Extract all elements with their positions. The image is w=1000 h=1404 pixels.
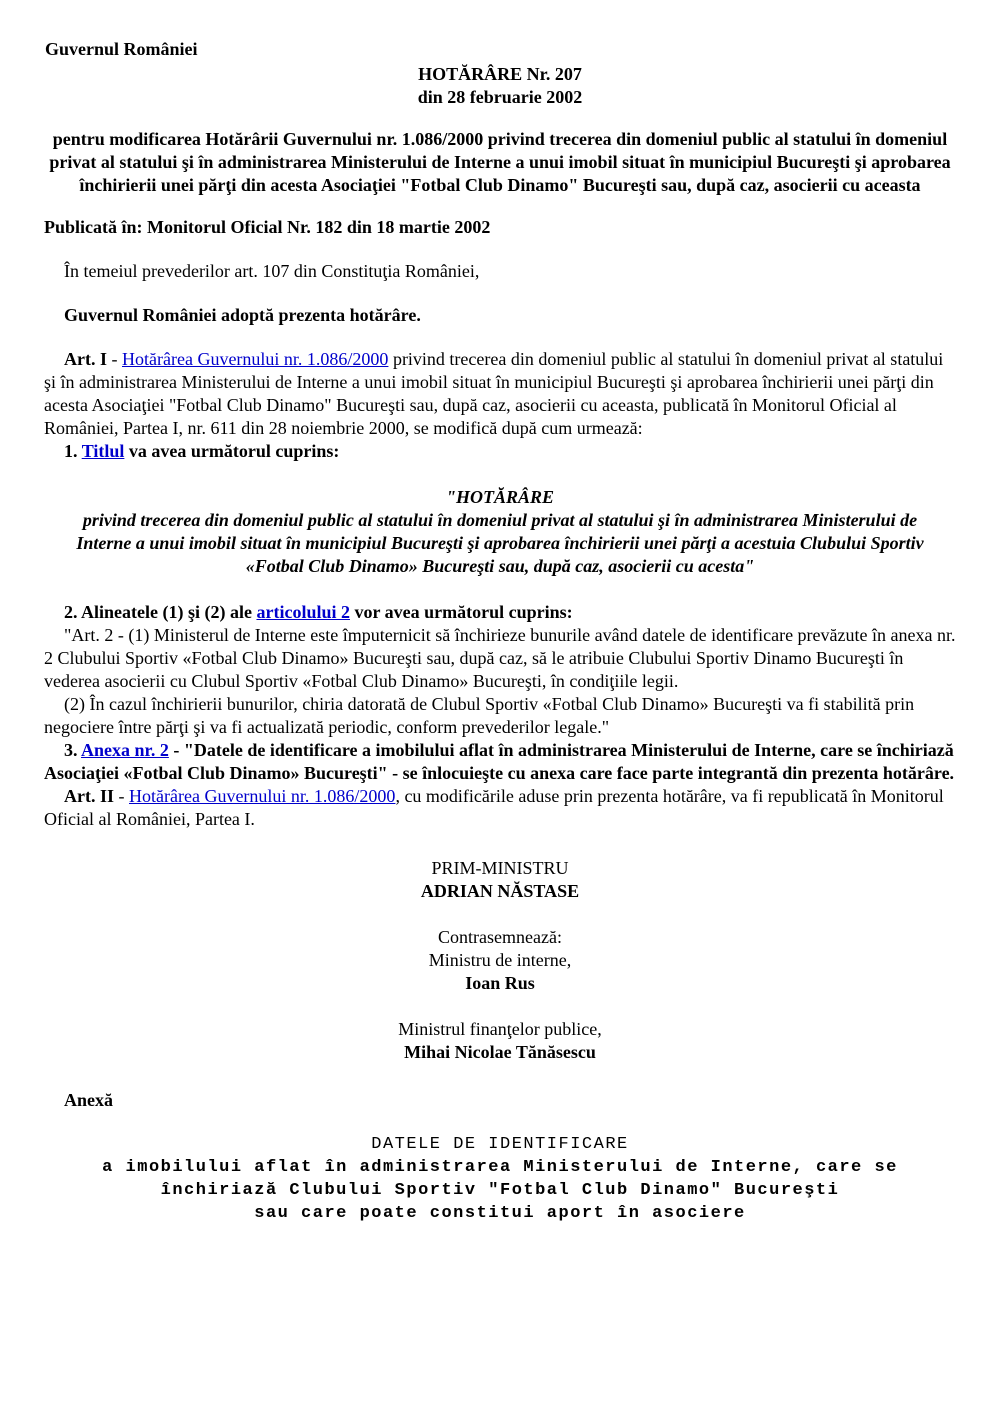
annex-heading-line-3: închiriază Clubului Sportiv "Fotbal Club Dinamo" Bucureşti	[160, 1181, 840, 1200]
annex-heading-line-2: a imobilului aflat în administrarea Ministerului de Interne, care se	[102, 1158, 898, 1177]
legal-basis: În temeiul prevederilor art. 107 din Constituţia României,	[64, 261, 480, 281]
quoted-body: privind trecerea din domeniul public al statului în domeniul privat al statului şi în administrarea Ministerului de Interne a unui imobil situat în municipiul Bucureşti şi aprobarea închirierii unei părţi a acestuia Clubului Sportiv «Fotbal Club Dinamo» Bucureşti sau, după caz, asocierii cu acesta"	[76, 510, 924, 576]
interior-minister-name: Ioan Rus	[465, 973, 535, 993]
publication-note: Publicată în: Monitorul Oficial Nr. 182 din 18 martie 2002	[44, 217, 491, 237]
article-1-separator: -	[107, 349, 122, 369]
annex-label: Anexă	[64, 1090, 113, 1110]
hg-1086-link[interactable]: Hotărârea Guvernului nr. 1.086/2000	[122, 349, 389, 369]
article-1-label: Art. I	[64, 349, 107, 369]
finance-minister-role: Ministrul finanţelor publice,	[398, 1019, 602, 1039]
title-link[interactable]: Titlul	[81, 441, 125, 461]
point-3-text: - "Datele de identificare a imobilului aflat în administrarea Ministerului de Interne, care se închiriază Asociaţiei «Fotbal Club Dinamo» Bucureşti" - se înlocuieşte cu anexa care face parte integrantă din prezenta hotărâre.	[44, 740, 955, 783]
decision-date: din 28 februarie 2002	[417, 87, 583, 107]
point-2	[44, 601, 956, 624]
interior-minister-role: Ministru de interne,	[428, 950, 572, 970]
article-2-text: , cu modificările aduse prin prezenta hotărâre, va fi republicată în Monitorul Oficial al României, Partea I.	[44, 786, 944, 829]
decision-title: HOTĂRÂRE Nr. 207	[418, 64, 582, 84]
finance-minister-name: Mihai Nicolae Tănăsescu	[404, 1042, 596, 1062]
point-2-paragraph-1: "Art. 2 - (1) Ministerul de Interne este împuternicit să închirieze bunurile având datele de identificare prevăzute în anexa nr. 2 Clubului Sportiv «Fotbal Club Dinamo» Bucureşti sau, după caz, să le atribuie Clubului Sportiv Dinamo Bucureşti în vederea asocierii cu Clubul Sportiv «Fotbal Club Dinamo» Bucureşti, în condiţiile legii.	[44, 625, 956, 691]
adoption-statement: Guvernul României adoptă prezenta hotărâre.	[64, 305, 421, 325]
decision-subject: pentru modificarea Hotărârii Guvernului nr. 1.086/2000 privind trecerea din domeniul public al statului în domeniul privat al statului şi în administrarea Ministerului de Interne a unui imobil situat în municipiul Bucureşti şi aprobarea închirierii unei părţi din acesta Asociaţiei "Fotbal Club Dinamo" Bucureşti sau, după caz, asocierii cu aceasta	[49, 129, 951, 195]
annex-heading-line-4: sau care poate constitui aport în asociere	[254, 1204, 746, 1223]
issuer: Guvernul României	[45, 39, 198, 59]
annex-heading	[44, 1133, 956, 1225]
point-2-paragraph-2: (2) În cazul închirierii bunurilor, chiria datorată de Clubul Sportiv «Fotbal Club Dinamo» Bucureşti va fi stabilită prin negociere între părţi şi va fi actualizată periodic, conform prevederilor legale."	[44, 694, 915, 737]
article-2-link[interactable]: articolului 2	[256, 602, 350, 622]
article-1	[44, 348, 956, 440]
point-2-suffix: vor avea următorul cuprins:	[349, 602, 573, 622]
countersign-label: Contrasemnează:	[438, 927, 562, 947]
prime-minister-name: ADRIAN NĂSTASE	[420, 881, 580, 901]
point-1-number: 1.	[64, 441, 82, 461]
annex-heading-line-1: DATELE DE IDENTIFICARE	[371, 1135, 629, 1154]
article-2	[44, 785, 956, 831]
article-1-text: privind trecerea din domeniul public al statului în domeniul privat al statului şi în administrarea Ministerului de Interne a unui imobil situat în municipiul Bucureşti şi aprobarea închirierii unei părţi din acesta Asociaţiei "Fotbal Club Dinamo" Bucureşti sau, după caz, asocierii cu aceasta, publicată în Monitorul Oficial al României, Partea I, nr. 611 din 28 noiembrie 2000, se modifică după cum urmează:	[44, 349, 944, 438]
article-2-label: Art. II	[64, 786, 114, 806]
quoted-title: "HOTĂRÂRE	[445, 487, 555, 507]
point-1	[44, 440, 956, 463]
annex-2-link[interactable]: Anexa nr. 2	[81, 740, 169, 760]
point-2-prefix: 2. Alineatele (1) şi (2) ale	[64, 602, 257, 622]
point-1-text: va avea următorul cuprins:	[124, 441, 340, 461]
prime-minister-role: PRIM-MINISTRU	[431, 858, 569, 878]
hg-1086-link-2[interactable]: Hotărârea Guvernului nr. 1.086/2000	[129, 786, 396, 806]
article-2-separator: -	[114, 786, 129, 806]
point-3	[44, 739, 956, 785]
point-3-number: 3.	[64, 740, 82, 760]
